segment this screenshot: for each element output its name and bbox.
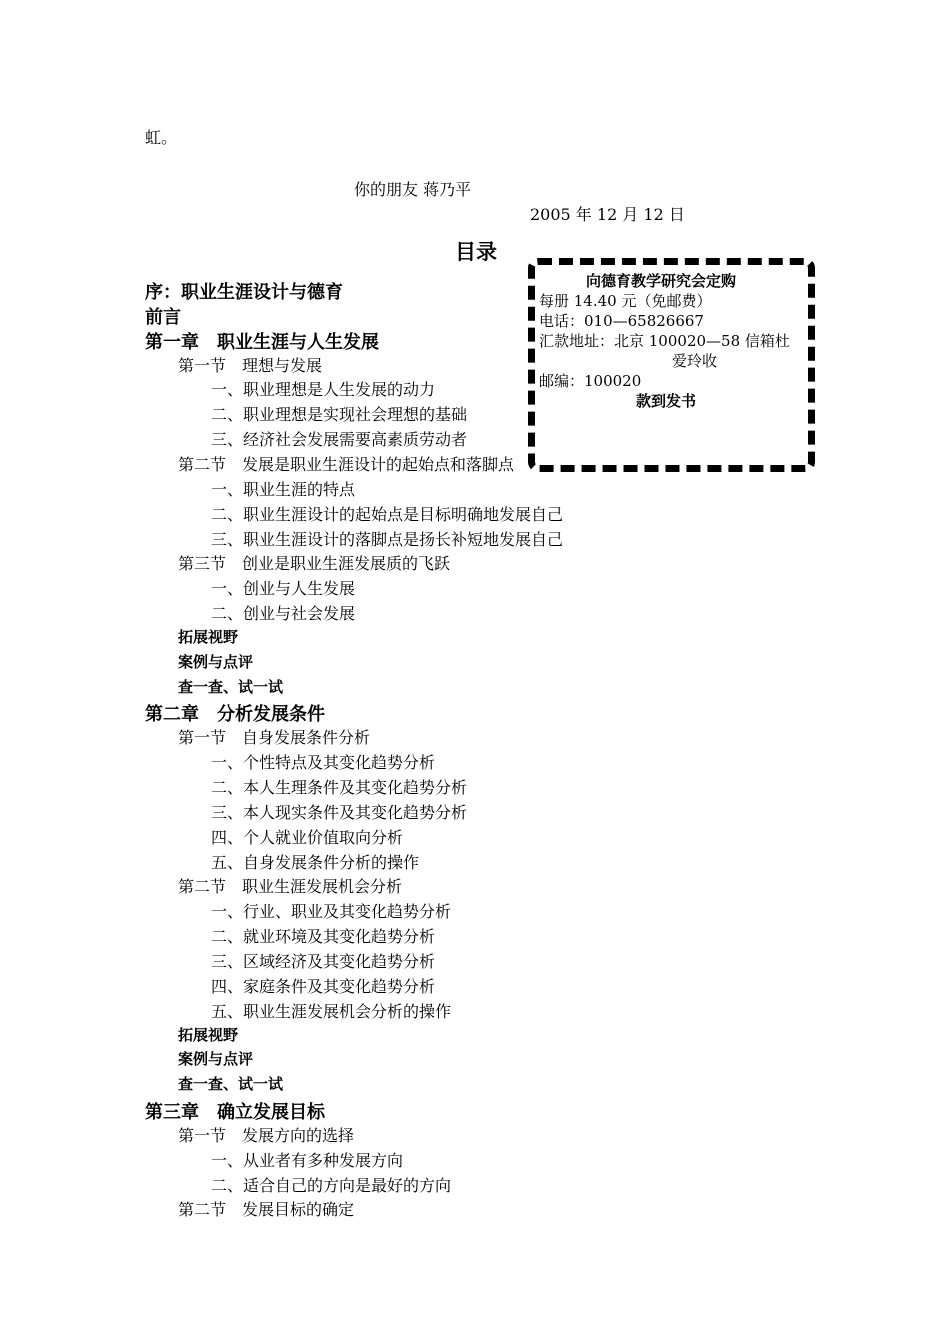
toc-section-entry: 第一节 发展方向的选择	[178, 1125, 355, 1145]
toc-extra-entry: 案例与点评	[178, 652, 254, 671]
toc-item-entry: 一、职业理想是人生发展的动力	[211, 380, 436, 400]
toc-item-entry: 三、区域经济及其变化趋势分析	[211, 951, 436, 971]
toc-item-entry: 四、家庭条件及其变化趋势分析	[211, 976, 436, 996]
toc-section-entry: 第一节 自身发展条件分析	[178, 728, 371, 748]
order-box-postcode: 邮编：100020	[539, 372, 642, 390]
toc-extra-entry: 查一查、试一试	[178, 1075, 284, 1094]
order-box-phone: 电话：010—65826667	[539, 312, 704, 330]
toc-extra-entry: 查一查、试一试	[178, 677, 284, 696]
toc-chapter-entry: 第二章 分析发展条件	[145, 704, 325, 726]
order-box-address: 汇款地址：北京 100020—58 信箱杜	[539, 332, 790, 350]
toc-item-entry: 二、创业与社会发展	[211, 604, 356, 624]
toc-item-entry: 二、职业生涯设计的起始点是目标明确地发展自己	[211, 504, 564, 524]
toc-item-entry: 二、职业理想是实现社会理想的基础	[211, 405, 468, 425]
toc-chapter-entry: 序：职业生涯设计与德育	[145, 282, 343, 303]
order-box-title: 向德育教学研究会定购	[586, 272, 737, 290]
toc-item-entry: 一、创业与人生发展	[211, 579, 356, 599]
toc-item-entry: 三、职业生涯设计的落脚点是扬长补短地发展自己	[211, 529, 564, 549]
toc-item-entry: 二、就业环境及其变化趋势分析	[211, 927, 436, 947]
toc-item-entry: 五、自身发展条件分析的操作	[211, 852, 420, 872]
letter-closing-text: 虹。	[145, 128, 178, 147]
toc-title: 目录	[455, 240, 497, 264]
toc-section-entry: 第二节 职业生涯发展机会分析	[178, 877, 403, 897]
toc-chapter-entry: 前言	[145, 306, 181, 328]
toc-item-entry: 三、经济社会发展需要高素质劳动者	[211, 430, 468, 450]
toc-chapter-entry: 第三章 确立发展目标	[145, 1102, 325, 1124]
toc-extra-entry: 案例与点评	[178, 1050, 254, 1069]
order-box-price: 每册 14.40 元（免邮费）	[539, 292, 712, 310]
toc-section-entry: 第二节 发展目标的确定	[178, 1200, 355, 1220]
toc-item-entry: 一、行业、职业及其变化趋势分析	[211, 902, 452, 922]
order-box-recipient: 爱玲收	[672, 352, 718, 370]
toc-item-entry: 二、适合自己的方向是最好的方向	[211, 1175, 452, 1195]
toc-section-entry: 第二节 发展是职业生涯设计的起始点和落脚点	[178, 454, 515, 474]
order-box-note: 款到发书	[636, 392, 697, 410]
toc-item-entry: 一、从业者有多种发展方向	[211, 1150, 404, 1170]
toc-chapter-entry: 第一章 职业生涯与人生发展	[145, 331, 379, 353]
toc-item-entry: 五、职业生涯发展机会分析的操作	[211, 1001, 452, 1021]
toc-item-entry: 一、个性特点及其变化趋势分析	[211, 753, 436, 773]
toc-item-entry: 二、本人生理条件及其变化趋势分析	[211, 778, 468, 797]
letter-signature: 你的朋友 蒋乃平	[354, 180, 472, 199]
toc-extra-entry: 拓展视野	[178, 627, 239, 646]
toc-item-entry: 三、本人现实条件及其变化趋势分析	[211, 802, 468, 822]
toc-section-entry: 第三节 创业是职业生涯发展质的飞跃	[178, 554, 451, 574]
toc-item-entry: 四、个人就业价值取向分析	[211, 827, 404, 847]
toc-item-entry: 一、职业生涯的特点	[211, 479, 356, 499]
toc-extra-entry: 拓展视野	[178, 1025, 239, 1044]
letter-date: 2005 年 12 月 12 日	[530, 205, 685, 224]
toc-section-entry: 第一节 理想与发展	[178, 355, 323, 375]
